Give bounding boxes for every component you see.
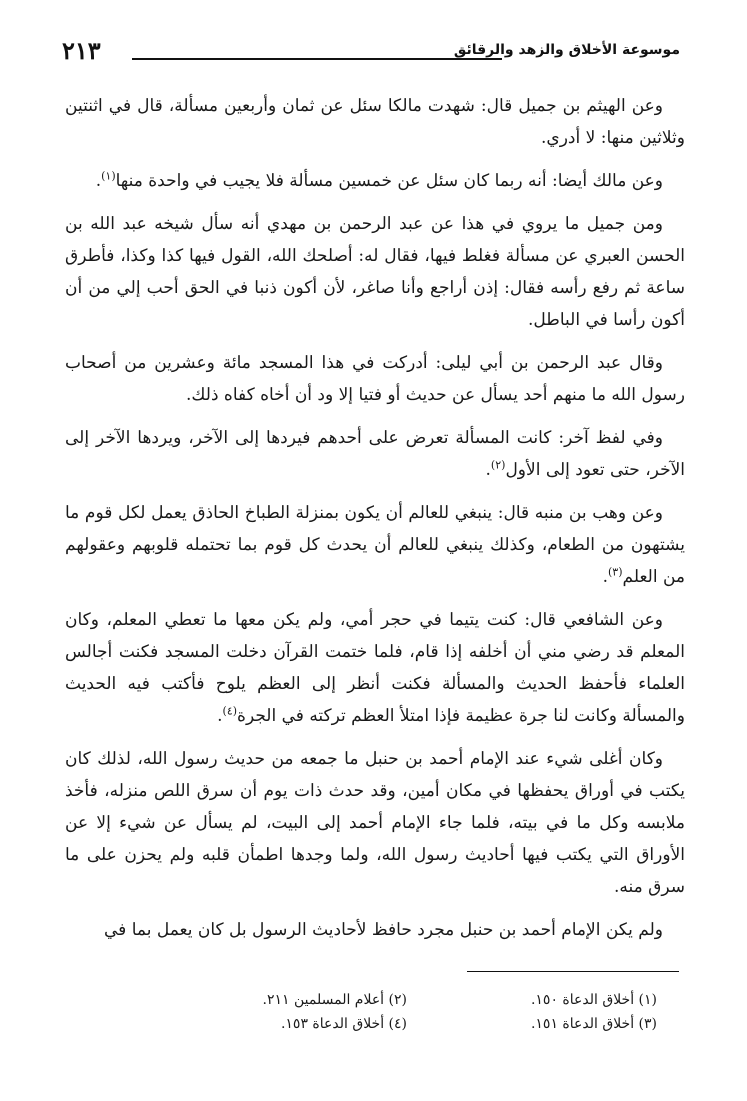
paragraph: وعن وهب بن منبه قال: ينبغي للعالم أن يكون بمنزلة الطباخ الحاذق يعمل لكل قوم ما يشتهون من الطعام، وكذلك ينبغي للعالم أن يحدث كل قوم بما تحتمله قلوبهم وعقولهم من العلم$^{(٣)}$. — [65, 503, 685, 587]
paragraph: وقال عبد الرحمن بن أبي ليلى: أدركت في هذا المسجد مائة وعشرين من أصحاب رسول الله ما منهم أحد يسأل عن حديث أو فتيا إلا ود أن أخاه كفاه ذلك. — [65, 353, 685, 405]
paragraph: وعن الهيثم بن جميل قال: شهدت مالكا سئل عن ثمان وأربعين مسألة، قال في اثنتين وثلاثين منها: لا أدري. — [65, 96, 685, 148]
paragraph: ولم يكن الإمام أحمد بن حنبل مجرد حافظ لأحاديث الرسول بل كان يعمل بما في — [104, 920, 663, 940]
paragraph: ومن جميل ما يروي في هذا عن عبد الرحمن بن مهدي أنه سأل شيخه عبد الله بن الحسن العبري عن مسألة فغلط فيها، فقال له: أصلحك الله، القول فيها كذا وكذا، فأطرق ساعة ثم رفع رأسه فقال: إذن أراجع وأنا صاغر، لأن أكون ذنبا في الحق أحب إلي من أن أكون رأسا في الباطل. — [65, 214, 685, 330]
running-title: موسوعة الأخلاق والزهد والرقائق — [453, 42, 680, 58]
paragraph: وكان أغلى شيء عند الإمام أحمد بن حنبل ما جمعه من حديث رسول الله، لذلك كان يكتب في أوراق يحفظها في مكان أمين، وقد حدث ذات يوم أن سرق اللص منزله، فأخذ ملابسه وكل ما في بيته، فلما جاء الإمام أحمد إلى البيت، لم يسأل عن شيء إلا عن الأوراق التي يكتب فيها أحاديث رسول الله، ولما وجدها اطمأن قلبه ولم يحزن على ما سرق منه. — [65, 749, 685, 897]
paragraph: وفي لفظ آخر: كانت المسألة تعرض على أحدهم فيردها إلى الآخر، ويردها الآخر إلى الآخر، حتى تعود إلى الأول$^{(٢)}$. — [65, 428, 685, 480]
header-rule — [132, 58, 502, 60]
page-header — [62, 36, 680, 70]
paragraph: وعن الشافعي قال: كنت يتيما في حجر أمي، ولم يكن معها ما تعطي المعلم، وكان المعلم قد رضي مني أن أخلفه إذا قام، فلما ختمت القرآن دخلت المسجد فكنت أجالس العلماء فأحفظ الحديث والمسألة فكنت أنظر إلى العظم يلوح فأكتب فيه الحديث والمسألة وكانت لنا جرة عظيمة فإذا امتلأ العظم تركته في الجرة$^{(٤)}$. — [65, 610, 685, 726]
page-number: ٢١٣ — [62, 36, 101, 65]
footnote: (٣) أخلاق الدعاة ١٥١. — [530, 1016, 657, 1032]
footnote-ref[interactable]: (٤) — [222, 704, 238, 718]
footnote: (٤) أخلاق الدعاة ١٥٣. — [280, 1016, 407, 1032]
paragraph: وعن مالك أيضا: أنه ربما كان سئل عن خمسين مسألة فلا يجيب في واحدة منها$^{(١)}$. — [95, 169, 663, 191]
footnote: (٢) أعلام المسلمين ٢١١. — [262, 992, 407, 1008]
footnote-ref[interactable]: (١) — [101, 169, 116, 183]
footnote-ref[interactable]: (٢) — [490, 458, 506, 472]
footnote-ref[interactable]: (٣) — [607, 565, 623, 579]
body-text — [65, 90, 685, 957]
footnote: (١) أخلاق الدعاة ١٥٠. — [530, 992, 657, 1008]
footnote-rule — [467, 971, 679, 972]
footnotes — [177, 988, 657, 1036]
